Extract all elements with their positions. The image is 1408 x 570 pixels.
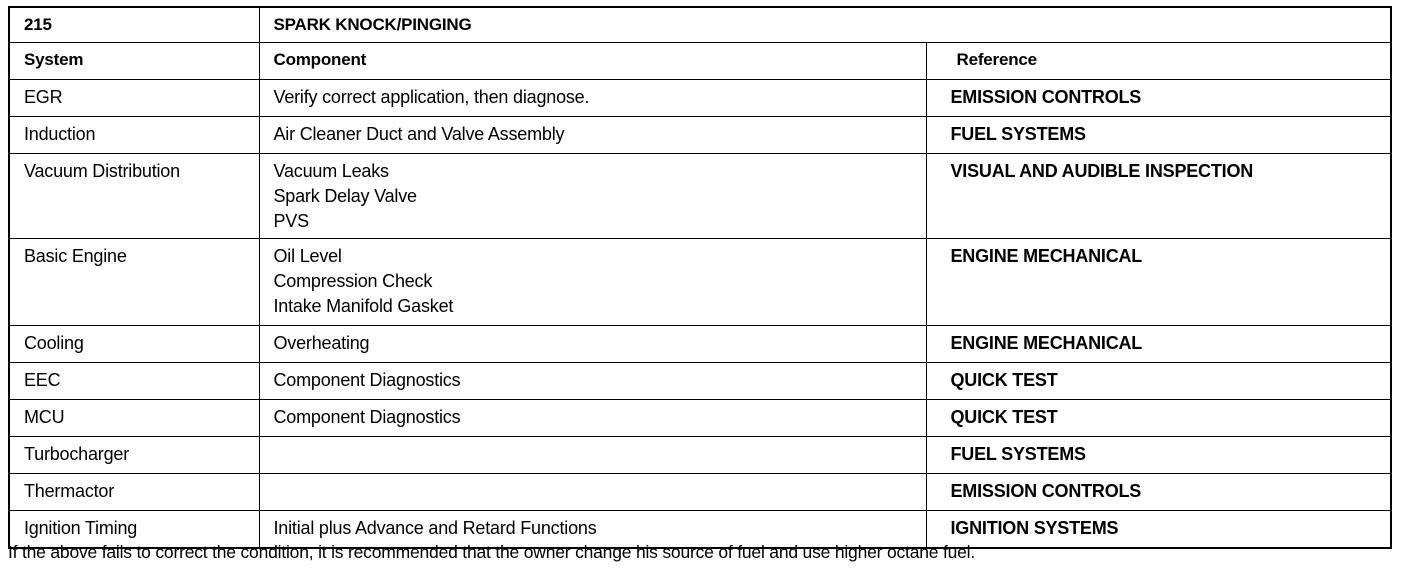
component-line: PVS bbox=[273, 211, 309, 231]
condition-code: 215 bbox=[9, 7, 259, 43]
reference-cell: QUICK TEST bbox=[926, 363, 1391, 400]
component-line: Component Diagnostics bbox=[273, 407, 461, 427]
component-line: Component Diagnostics bbox=[273, 370, 461, 390]
component-cell bbox=[259, 239, 926, 326]
system-cell: Cooling bbox=[9, 326, 259, 363]
component-cell bbox=[259, 154, 926, 239]
system-cell: EEC bbox=[9, 363, 259, 400]
table-row bbox=[9, 474, 1391, 511]
table-row bbox=[9, 437, 1391, 474]
reference-cell: EMISSION CONTROLS bbox=[926, 80, 1391, 117]
reference-cell: ENGINE MECHANICAL bbox=[926, 326, 1391, 363]
system-cell: MCU bbox=[9, 400, 259, 437]
column-header-reference: Reference bbox=[926, 43, 1391, 80]
column-header-system: System bbox=[9, 43, 259, 80]
component-line: Verify correct application, then diagnose. bbox=[273, 87, 590, 107]
reference-cell: QUICK TEST bbox=[926, 400, 1391, 437]
component-line: Air Cleaner Duct and Valve Assembly bbox=[273, 124, 565, 144]
component-cell bbox=[259, 400, 926, 437]
title-row bbox=[9, 7, 1391, 43]
component-line: Overheating bbox=[273, 333, 370, 353]
component-line: Spark Delay Valve bbox=[273, 186, 417, 206]
column-header-row bbox=[9, 43, 1391, 80]
reference-cell: ENGINE MECHANICAL bbox=[926, 239, 1391, 326]
condition-title: SPARK KNOCK/PINGING bbox=[259, 7, 1391, 43]
column-header-component: Component bbox=[259, 43, 926, 80]
component-line: Compression Check bbox=[273, 271, 433, 291]
table-row bbox=[9, 400, 1391, 437]
diagnostic-table bbox=[8, 6, 1392, 549]
component-cell bbox=[259, 474, 926, 511]
component-line: Oil Level bbox=[273, 246, 342, 266]
component-cell bbox=[259, 117, 926, 154]
component-line: Intake Manifold Gasket bbox=[273, 296, 454, 316]
system-cell: Vacuum Distribution bbox=[9, 154, 259, 239]
table-row bbox=[9, 154, 1391, 239]
system-cell: Thermactor bbox=[9, 474, 259, 511]
component-cell bbox=[259, 363, 926, 400]
system-cell: Basic Engine bbox=[9, 239, 259, 326]
system-cell: Ignition Timing bbox=[9, 511, 259, 549]
footnote: If the above fails to correct the condition, it is recommended that the owner change his source of fuel and use higher octane fuel. bbox=[8, 542, 976, 562]
reference-cell: EMISSION CONTROLS bbox=[926, 474, 1391, 511]
system-cell: Turbocharger bbox=[9, 437, 259, 474]
component-cell bbox=[259, 437, 926, 474]
component-line: Initial plus Advance and Retard Functions bbox=[273, 518, 597, 538]
reference-cell: VISUAL AND AUDIBLE INSPECTION bbox=[926, 154, 1391, 239]
table-row bbox=[9, 326, 1391, 363]
table-row bbox=[9, 363, 1391, 400]
table-row bbox=[9, 80, 1391, 117]
system-cell: Induction bbox=[9, 117, 259, 154]
table-row bbox=[9, 239, 1391, 326]
component-line: Vacuum Leaks bbox=[273, 161, 389, 181]
reference-cell: FUEL SYSTEMS bbox=[926, 437, 1391, 474]
system-cell: EGR bbox=[9, 80, 259, 117]
reference-cell: FUEL SYSTEMS bbox=[926, 117, 1391, 154]
component-cell bbox=[259, 80, 926, 117]
reference-cell: IGNITION SYSTEMS bbox=[926, 511, 1391, 549]
component-cell bbox=[259, 326, 926, 363]
table-row bbox=[9, 117, 1391, 154]
